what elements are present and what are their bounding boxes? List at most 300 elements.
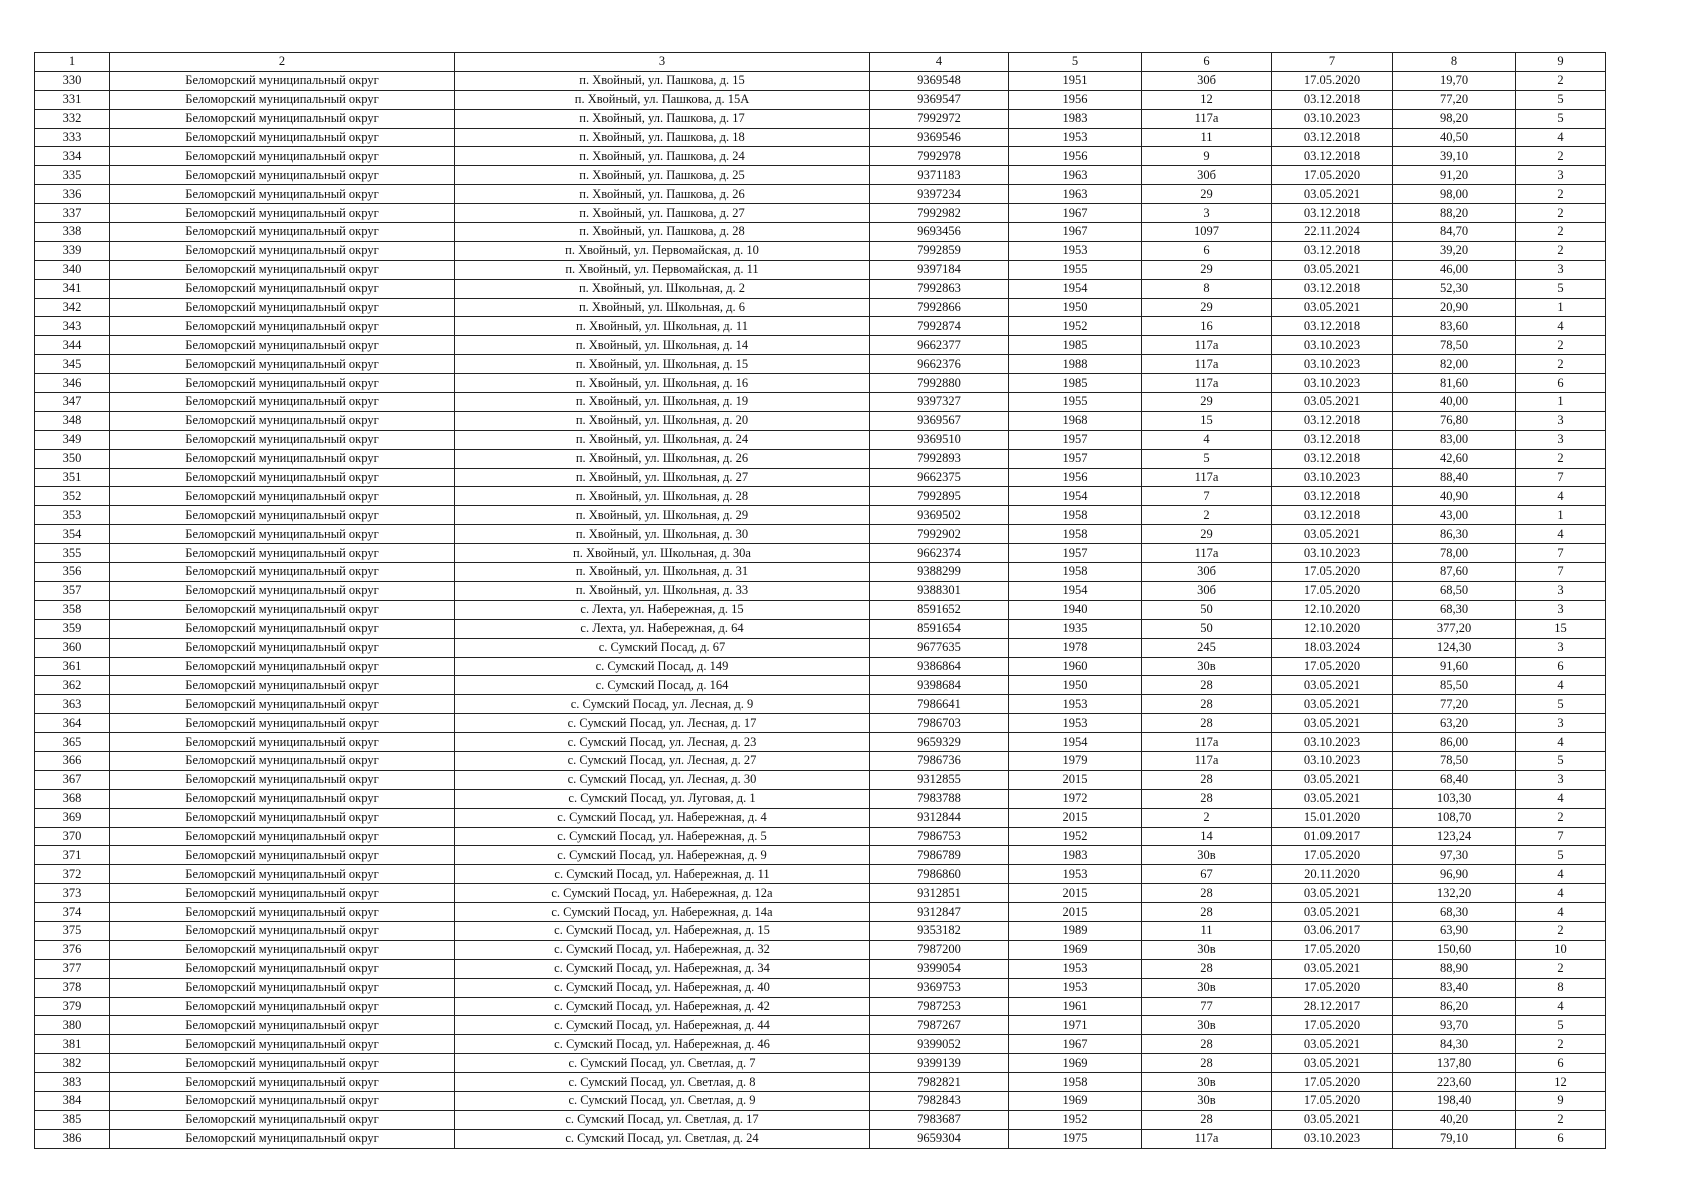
table-cell: 3 <box>1516 600 1606 619</box>
table-cell: 9662376 <box>870 355 1009 374</box>
table-cell: с. Сумский Посад, ул. Лесная, д. 27 <box>455 751 870 770</box>
table-cell: 03.05.2021 <box>1272 525 1393 544</box>
table-row <box>35 128 1606 147</box>
table-cell: 97,30 <box>1393 846 1516 865</box>
table-cell: 2 <box>1516 336 1606 355</box>
table-cell: Беломорский муниципальный округ <box>110 827 455 846</box>
table-cell: с. Сумский Посад, ул. Светлая, д. 9 <box>455 1091 870 1110</box>
table-cell: Беломорский муниципальный округ <box>110 298 455 317</box>
table-cell: 4 <box>1516 317 1606 336</box>
table-cell: с. Сумский Посад, д. 67 <box>455 638 870 657</box>
table-row <box>35 1129 1606 1148</box>
table-cell: 78,50 <box>1393 336 1516 355</box>
table-cell: 1952 <box>1009 827 1142 846</box>
table-cell: п. Хвойный, ул. Школьная, д. 29 <box>455 506 870 525</box>
table-cell: 3 <box>1516 411 1606 430</box>
table-cell: 1961 <box>1009 997 1142 1016</box>
table-cell: 40,90 <box>1393 487 1516 506</box>
table-cell: 2 <box>1142 808 1272 827</box>
table-cell: 9693456 <box>870 223 1009 242</box>
table-cell: Беломорский муниципальный округ <box>110 185 455 204</box>
table-row <box>35 223 1606 242</box>
table-cell: с. Сумский Посад, ул. Набережная, д. 44 <box>455 1016 870 1035</box>
table-cell: 1953 <box>1009 128 1142 147</box>
table-cell: 29 <box>1142 185 1272 204</box>
table-cell: 28 <box>1142 1035 1272 1054</box>
table-cell: 88,20 <box>1393 204 1516 223</box>
table-row <box>35 563 1606 582</box>
table-cell: п. Хвойный, ул. Школьная, д. 2 <box>455 279 870 298</box>
table-cell: 198,40 <box>1393 1091 1516 1110</box>
table-cell: 88,90 <box>1393 959 1516 978</box>
table-cell: п. Хвойный, ул. Школьная, д. 16 <box>455 374 870 393</box>
table-cell: 7986703 <box>870 714 1009 733</box>
table-row <box>35 430 1606 449</box>
table-cell: 4 <box>1516 789 1606 808</box>
table-cell: п. Хвойный, ул. Школьная, д. 26 <box>455 449 870 468</box>
table-cell: 77 <box>1142 997 1272 1016</box>
table-cell: 1956 <box>1009 147 1142 166</box>
table-cell: с. Сумский Посад, ул. Набережная, д. 34 <box>455 959 870 978</box>
table-cell: 1969 <box>1009 1054 1142 1073</box>
table-cell: 385 <box>35 1110 110 1129</box>
table-cell: 50 <box>1142 600 1272 619</box>
table-cell: 28 <box>1142 770 1272 789</box>
table-cell: 6 <box>1516 1129 1606 1148</box>
table-cell: 1971 <box>1009 1016 1142 1035</box>
table-cell: 17.05.2020 <box>1272 657 1393 676</box>
table-cell: 351 <box>35 468 110 487</box>
table-cell: 1953 <box>1009 978 1142 997</box>
table-row <box>35 884 1606 903</box>
table-cell: 7992880 <box>870 374 1009 393</box>
table-cell: 346 <box>35 374 110 393</box>
table-cell: 330 <box>35 71 110 90</box>
table-cell: 03.12.2018 <box>1272 147 1393 166</box>
table-cell: 378 <box>35 978 110 997</box>
table-row <box>35 959 1606 978</box>
table-cell: с. Сумский Посад, ул. Светлая, д. 8 <box>455 1073 870 1092</box>
table-cell: 117а <box>1142 355 1272 374</box>
table-cell: Беломорский муниципальный округ <box>110 695 455 714</box>
table-cell: 03.12.2018 <box>1272 487 1393 506</box>
table-cell: п. Хвойный, ул. Школьная, д. 30 <box>455 525 870 544</box>
table-cell: 137,80 <box>1393 1054 1516 1073</box>
column-header: 8 <box>1393 53 1516 72</box>
table-cell: 86,20 <box>1393 997 1516 1016</box>
table-cell: 352 <box>35 487 110 506</box>
table-cell: 2 <box>1142 506 1272 525</box>
table-cell: 86,30 <box>1393 525 1516 544</box>
table-cell: 1960 <box>1009 657 1142 676</box>
table-cell: 223,60 <box>1393 1073 1516 1092</box>
table-cell: Беломорский муниципальный округ <box>110 714 455 733</box>
table-cell: 2 <box>1516 355 1606 374</box>
table-row <box>35 355 1606 374</box>
table-cell: 334 <box>35 147 110 166</box>
table-cell: 1958 <box>1009 563 1142 582</box>
table-cell: 337 <box>35 204 110 223</box>
table-cell: 6 <box>1142 241 1272 260</box>
table-cell: 17.05.2020 <box>1272 71 1393 90</box>
table-cell: 383 <box>35 1073 110 1092</box>
table-cell: 8 <box>1142 279 1272 298</box>
table-cell: 1967 <box>1009 204 1142 223</box>
table-cell: 03.12.2018 <box>1272 128 1393 147</box>
table-cell: 9399052 <box>870 1035 1009 1054</box>
table-cell: 117а <box>1142 336 1272 355</box>
table-cell: 362 <box>35 676 110 695</box>
table-cell: 15 <box>1142 411 1272 430</box>
table-cell: 83,60 <box>1393 317 1516 336</box>
table-cell: Беломорский муниципальный округ <box>110 430 455 449</box>
table-cell: 382 <box>35 1054 110 1073</box>
table-cell: с. Сумский Посад, ул. Набережная, д. 14а <box>455 903 870 922</box>
table-cell: 03.05.2021 <box>1272 676 1393 695</box>
table-cell: 360 <box>35 638 110 657</box>
table-cell: 1957 <box>1009 449 1142 468</box>
table-cell: 22.11.2024 <box>1272 223 1393 242</box>
column-header: 3 <box>455 53 870 72</box>
header-row <box>35 53 1606 72</box>
table-row <box>35 1110 1606 1129</box>
table-cell: 2 <box>1516 1110 1606 1129</box>
table-cell: 17.05.2020 <box>1272 1016 1393 1035</box>
table-cell: 1 <box>1516 506 1606 525</box>
column-header: 9 <box>1516 53 1606 72</box>
table-row <box>35 619 1606 638</box>
table-cell: 9353182 <box>870 921 1009 940</box>
table-cell: 5 <box>1516 279 1606 298</box>
table-cell: 4 <box>1516 997 1606 1016</box>
table-cell: 364 <box>35 714 110 733</box>
table-row <box>35 1091 1606 1110</box>
table-cell: 353 <box>35 506 110 525</box>
table-cell: 7987200 <box>870 940 1009 959</box>
table-row <box>35 147 1606 166</box>
table-cell: 103,30 <box>1393 789 1516 808</box>
table-cell: 63,20 <box>1393 714 1516 733</box>
table-cell: 2 <box>1516 223 1606 242</box>
table-cell: Беломорский муниципальный округ <box>110 317 455 336</box>
table-cell: 386 <box>35 1129 110 1148</box>
table-cell: 30в <box>1142 846 1272 865</box>
table-cell: 68,30 <box>1393 600 1516 619</box>
table-cell: 85,50 <box>1393 676 1516 695</box>
table-cell: Беломорский муниципальный округ <box>110 147 455 166</box>
document-page <box>34 52 1606 1149</box>
table-cell: 91,20 <box>1393 166 1516 185</box>
table-cell: 377 <box>35 959 110 978</box>
table-cell: 245 <box>1142 638 1272 657</box>
table-cell: 28.12.2017 <box>1272 997 1393 1016</box>
table-cell: 83,00 <box>1393 430 1516 449</box>
table-cell: п. Хвойный, ул. Пашкова, д. 24 <box>455 147 870 166</box>
table-cell: 7992859 <box>870 241 1009 260</box>
table-row <box>35 827 1606 846</box>
table-row <box>35 733 1606 752</box>
table-cell: 11 <box>1142 128 1272 147</box>
table-cell: 372 <box>35 865 110 884</box>
table-cell: Беломорский муниципальный округ <box>110 487 455 506</box>
table-cell: 03.10.2023 <box>1272 544 1393 563</box>
table-row <box>35 789 1606 808</box>
table-cell: Беломорский муниципальный округ <box>110 355 455 374</box>
table-cell: 30б <box>1142 71 1272 90</box>
table-cell: с. Сумский Посад, ул. Набережная, д. 32 <box>455 940 870 959</box>
table-row <box>35 298 1606 317</box>
table-cell: 1940 <box>1009 600 1142 619</box>
table-cell: 381 <box>35 1035 110 1054</box>
table-cell: 1963 <box>1009 166 1142 185</box>
table-cell: 9312847 <box>870 903 1009 922</box>
table-cell: Беломорский муниципальный округ <box>110 374 455 393</box>
table-cell: 9369546 <box>870 128 1009 147</box>
table-cell: 370 <box>35 827 110 846</box>
table-cell: 03.10.2023 <box>1272 355 1393 374</box>
table-cell: 1097 <box>1142 223 1272 242</box>
table-cell: 2 <box>1516 241 1606 260</box>
table-cell: 4 <box>1516 676 1606 695</box>
table-cell: 10 <box>1516 940 1606 959</box>
table-body <box>35 71 1606 1148</box>
table-cell: 341 <box>35 279 110 298</box>
table-cell: с. Сумский Посад, ул. Светлая, д. 17 <box>455 1110 870 1129</box>
table-cell: 30б <box>1142 581 1272 600</box>
table-cell: 03.05.2021 <box>1272 714 1393 733</box>
table-cell: 2 <box>1516 449 1606 468</box>
table-cell: 19,70 <box>1393 71 1516 90</box>
table-cell: 1954 <box>1009 581 1142 600</box>
table-row <box>35 166 1606 185</box>
table-cell: 359 <box>35 619 110 638</box>
table-cell: 1956 <box>1009 90 1142 109</box>
table-cell: п. Хвойный, ул. Школьная, д. 20 <box>455 411 870 430</box>
table-row <box>35 411 1606 430</box>
column-header: 5 <box>1009 53 1142 72</box>
table-cell: 7983687 <box>870 1110 1009 1129</box>
table-cell: Беломорский муниципальный округ <box>110 978 455 997</box>
table-cell: 355 <box>35 544 110 563</box>
table-cell: 03.12.2018 <box>1272 279 1393 298</box>
table-cell: 1951 <box>1009 71 1142 90</box>
table-cell: 345 <box>35 355 110 374</box>
table-cell: с. Сумский Посад, ул. Набережная, д. 42 <box>455 997 870 1016</box>
table-cell: 1954 <box>1009 279 1142 298</box>
table-cell: 9659304 <box>870 1129 1009 1148</box>
table-cell: с. Сумский Посад, ул. Лесная, д. 17 <box>455 714 870 733</box>
table-row <box>35 90 1606 109</box>
table-row <box>35 997 1606 1016</box>
table-cell: 9 <box>1142 147 1272 166</box>
table-cell: Беломорский муниципальный округ <box>110 468 455 487</box>
table-row <box>35 279 1606 298</box>
table-cell: с. Сумский Посад, ул. Луговая, д. 1 <box>455 789 870 808</box>
table-cell: 1968 <box>1009 411 1142 430</box>
table-cell: 361 <box>35 657 110 676</box>
table-cell: п. Хвойный, ул. Школьная, д. 28 <box>455 487 870 506</box>
table-cell: 336 <box>35 185 110 204</box>
table-row <box>35 1054 1606 1073</box>
table-cell: 368 <box>35 789 110 808</box>
table-cell: 5 <box>1516 109 1606 128</box>
table-cell: 7992893 <box>870 449 1009 468</box>
table-cell: п. Хвойный, ул. Школьная, д. 15 <box>455 355 870 374</box>
table-cell: Беломорский муниципальный округ <box>110 204 455 223</box>
table-cell: 8591652 <box>870 600 1009 619</box>
table-cell: 18.03.2024 <box>1272 638 1393 657</box>
table-cell: 9386864 <box>870 657 1009 676</box>
table-cell: 9369548 <box>870 71 1009 90</box>
table-cell: 8 <box>1516 978 1606 997</box>
table-cell: 98,20 <box>1393 109 1516 128</box>
table-cell: 1953 <box>1009 714 1142 733</box>
table-cell: 1958 <box>1009 525 1142 544</box>
table-row <box>35 1035 1606 1054</box>
table-cell: 9388301 <box>870 581 1009 600</box>
table-cell: 43,00 <box>1393 506 1516 525</box>
table-row <box>35 657 1606 676</box>
table-cell: 03.05.2021 <box>1272 298 1393 317</box>
table-row <box>35 770 1606 789</box>
table-cell: 1985 <box>1009 336 1142 355</box>
table-cell: 5 <box>1516 846 1606 865</box>
table-cell: 1953 <box>1009 695 1142 714</box>
table-cell: 7983788 <box>870 789 1009 808</box>
table-cell: п. Хвойный, ул. Пашкова, д. 27 <box>455 204 870 223</box>
table-cell: 3 <box>1516 714 1606 733</box>
table-row <box>35 204 1606 223</box>
table-cell: с. Сумский Посад, ул. Светлая, д. 24 <box>455 1129 870 1148</box>
column-header: 1 <box>35 53 110 72</box>
table-cell: 42,60 <box>1393 449 1516 468</box>
table-cell: 7982843 <box>870 1091 1009 1110</box>
table-cell: 7 <box>1516 827 1606 846</box>
table-cell: п. Хвойный, ул. Школьная, д. 19 <box>455 393 870 412</box>
table-cell: 03.10.2023 <box>1272 336 1393 355</box>
table-cell: 28 <box>1142 903 1272 922</box>
table-cell: 3 <box>1516 260 1606 279</box>
table-cell: с. Сумский Посад, ул. Набережная, д. 46 <box>455 1035 870 1054</box>
table-cell: 384 <box>35 1091 110 1110</box>
table-cell: Беломорский муниципальный округ <box>110 638 455 657</box>
table-cell: 20.11.2020 <box>1272 865 1393 884</box>
table-cell: 03.05.2021 <box>1272 393 1393 412</box>
table-cell: с. Сумский Посад, ул. Лесная, д. 30 <box>455 770 870 789</box>
table-cell: 30в <box>1142 940 1272 959</box>
table-cell: 7992972 <box>870 109 1009 128</box>
table-cell: 354 <box>35 525 110 544</box>
table-cell: 380 <box>35 1016 110 1035</box>
table-cell: 365 <box>35 733 110 752</box>
table-cell: п. Хвойный, ул. Пашкова, д. 15 <box>455 71 870 90</box>
table-cell: 6 <box>1516 657 1606 676</box>
table-cell: Беломорский муниципальный округ <box>110 1016 455 1035</box>
table-row <box>35 1016 1606 1035</box>
table-cell: 1954 <box>1009 487 1142 506</box>
table-row <box>35 903 1606 922</box>
table-cell: Беломорский муниципальный округ <box>110 90 455 109</box>
table-cell: 68,50 <box>1393 581 1516 600</box>
table-cell: 84,70 <box>1393 223 1516 242</box>
table-cell: с. Сумский Посад, ул. Набережная, д. 15 <box>455 921 870 940</box>
table-cell: 81,60 <box>1393 374 1516 393</box>
table-row <box>35 525 1606 544</box>
table-cell: 17.05.2020 <box>1272 940 1393 959</box>
table-cell: 29 <box>1142 525 1272 544</box>
table-cell: Беломорский муниципальный округ <box>110 260 455 279</box>
table-cell: 7 <box>1516 563 1606 582</box>
table-cell: 77,20 <box>1393 695 1516 714</box>
table-row <box>35 468 1606 487</box>
table-cell: 6 <box>1516 374 1606 393</box>
table-cell: Беломорский муниципальный округ <box>110 789 455 808</box>
table-cell: 366 <box>35 751 110 770</box>
table-cell: 28 <box>1142 695 1272 714</box>
table-cell: Беломорский муниципальный округ <box>110 581 455 600</box>
table-cell: 52,30 <box>1393 279 1516 298</box>
table-cell: 9312855 <box>870 770 1009 789</box>
table-row <box>35 865 1606 884</box>
table-cell: 1957 <box>1009 430 1142 449</box>
table-cell: 9398684 <box>870 676 1009 695</box>
table-cell: 1935 <box>1009 619 1142 638</box>
table-cell: 9397184 <box>870 260 1009 279</box>
table-cell: 3 <box>1516 638 1606 657</box>
table-cell: Беломорский муниципальный округ <box>110 279 455 298</box>
table-cell: 68,30 <box>1393 903 1516 922</box>
table-cell: 2 <box>1516 808 1606 827</box>
table-cell: п. Хвойный, ул. Школьная, д. 14 <box>455 336 870 355</box>
table-cell: 3 <box>1142 204 1272 223</box>
table-cell: 77,20 <box>1393 90 1516 109</box>
table-cell: 340 <box>35 260 110 279</box>
table-cell: с. Сумский Посад, д. 149 <box>455 657 870 676</box>
table-cell: 17.05.2020 <box>1272 563 1393 582</box>
table-cell: 01.09.2017 <box>1272 827 1393 846</box>
table-row <box>35 544 1606 563</box>
table-row <box>35 109 1606 128</box>
table-cell: Беломорский муниципальный округ <box>110 733 455 752</box>
table-cell: 67 <box>1142 865 1272 884</box>
table-cell: 88,40 <box>1393 468 1516 487</box>
table-cell: 1953 <box>1009 959 1142 978</box>
table-cell: 86,00 <box>1393 733 1516 752</box>
table-cell: Беломорский муниципальный округ <box>110 544 455 563</box>
table-cell: Беломорский муниципальный округ <box>110 1035 455 1054</box>
table-cell: 03.12.2018 <box>1272 411 1393 430</box>
table-cell: 7 <box>1516 544 1606 563</box>
table-cell: п. Хвойный, ул. Школьная, д. 30а <box>455 544 870 563</box>
table-cell: 2015 <box>1009 903 1142 922</box>
table-cell: 7986736 <box>870 751 1009 770</box>
table-cell: 12.10.2020 <box>1272 600 1393 619</box>
table-cell: 347 <box>35 393 110 412</box>
table-cell: 28 <box>1142 959 1272 978</box>
table-cell: 1953 <box>1009 241 1142 260</box>
table-cell: 03.05.2021 <box>1272 903 1393 922</box>
table-cell: 03.12.2018 <box>1272 430 1393 449</box>
table-cell: 03.05.2021 <box>1272 789 1393 808</box>
table-cell: Беломорский муниципальный округ <box>110 411 455 430</box>
table-cell: Беломорский муниципальный округ <box>110 393 455 412</box>
table-cell: 5 <box>1516 695 1606 714</box>
table-cell: 1955 <box>1009 393 1142 412</box>
table-cell: Беломорский муниципальный округ <box>110 71 455 90</box>
table-cell: 46,00 <box>1393 260 1516 279</box>
table-cell: 7986789 <box>870 846 1009 865</box>
table-cell: 117а <box>1142 751 1272 770</box>
